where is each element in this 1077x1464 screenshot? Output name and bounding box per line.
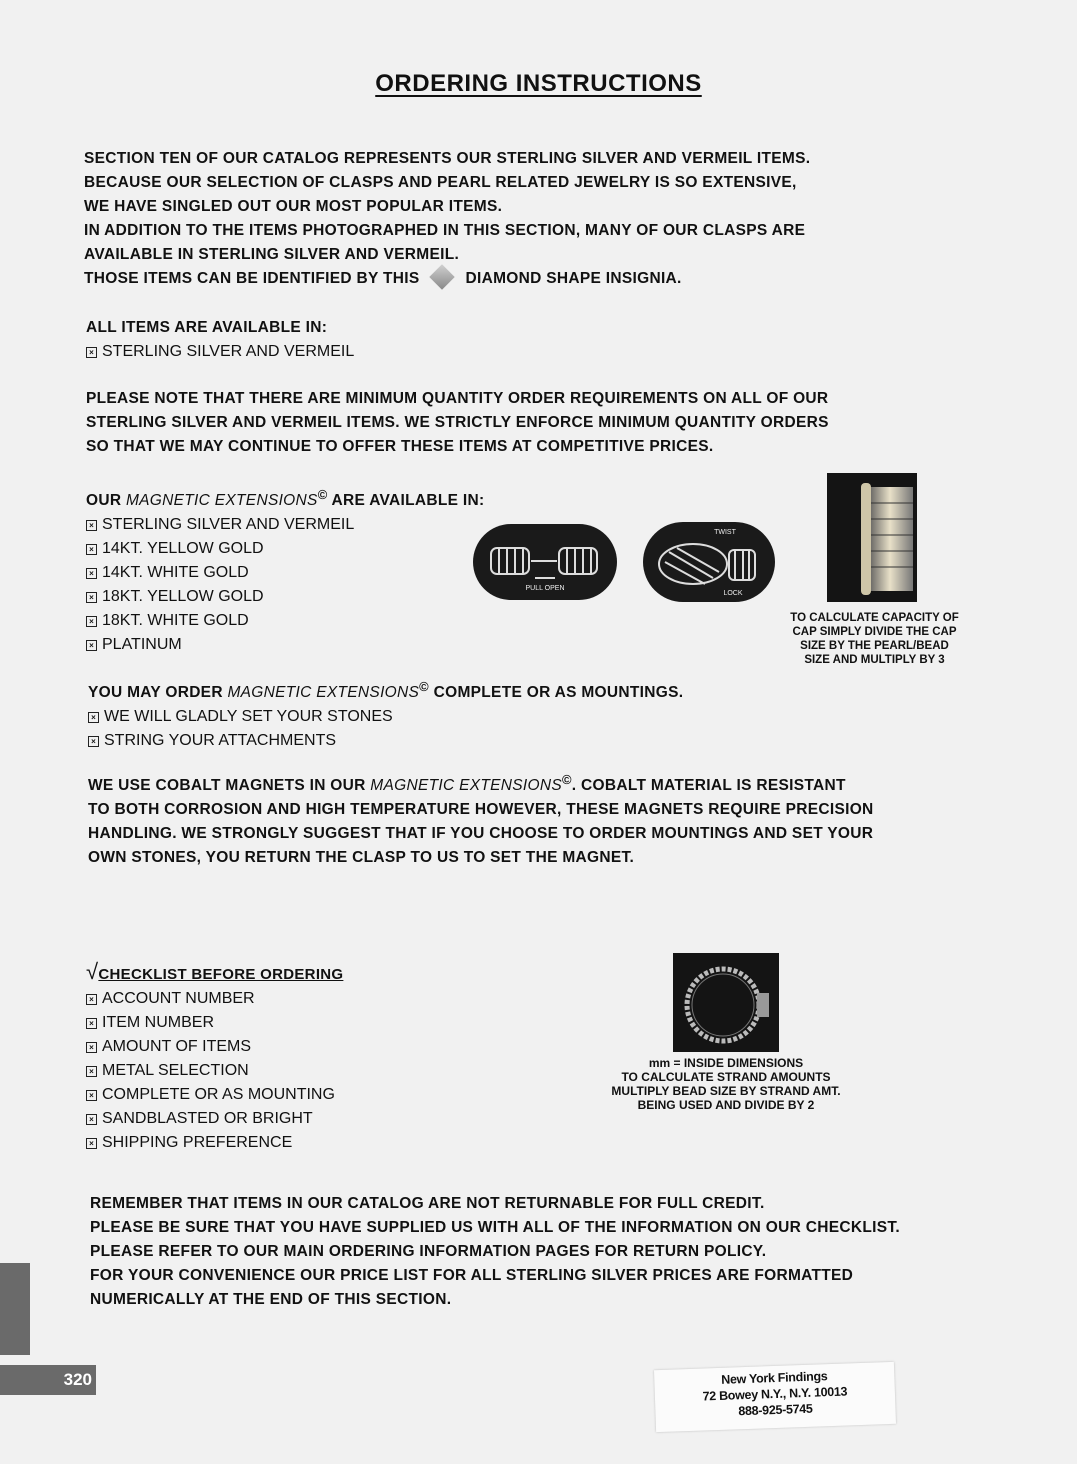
checklist-item: × METAL SELECTION (86, 1059, 343, 1083)
diamond-insignia-icon (430, 264, 455, 289)
cobalt-paragraph: WE USE COBALT MAGNETS IN OUR MAGNETIC EXTENSIONS©. COBALT MATERIAL IS RESISTANT TO BOTH CORROSION AND HIGH TEMPERATURE HOWEVER, THESE MAGNETS REQUIRE PRECISION HANDLING. WE STRONGLY SUGGEST THAT IF YOU CHOOSE TO ORDER MOUNTINGS AND SET YOUR OWN STONES, YOU RETURN THE CLASP TO US TO SET THE MAGNET. (88, 772, 874, 867)
checkbox-icon: × (86, 1114, 97, 1125)
checkbox-icon: × (88, 736, 99, 747)
checklist-item: × ITEM NUMBER (86, 1011, 343, 1035)
page-title: ORDERING INSTRUCTIONS (375, 70, 702, 97)
magnetic-item: × STERLING SILVER AND VERMEIL (86, 513, 484, 537)
pull-open-label: PULL OPEN (525, 585, 565, 592)
available-section (86, 316, 354, 364)
checkbox-icon: × (86, 347, 97, 358)
checkbox-icon: × (86, 640, 97, 651)
magnetic-item: × PLATINUM (86, 633, 484, 657)
checkbox-icon: × (86, 1138, 97, 1149)
pull-open-clasp-image (473, 524, 617, 600)
order-section: YOU MAY ORDER MAGNETIC EXTENSIONS© COMPLETE OR AS MOUNTINGS. × WE WILL GLADLY SET YOUR STONES × STRING YOUR ATTACHMENTS (88, 675, 683, 753)
checklist-item: × SHIPPING PREFERENCE (86, 1131, 343, 1155)
minimum-paragraph: PLEASE NOTE THAT THERE ARE MINIMUM QUANTITY ORDER REQUIREMENTS ON ALL OF OUR STERLING SILVER AND VERMEIL ITEMS. WE STRICTLY ENFORCE MINIMUM QUANTITY ORDERS SO THAT WE MAY CONTINUE TO OFFER THESE ITEMS AT COMPETITIVE PRICES. (86, 390, 829, 455)
checkbox-icon: × (86, 1090, 97, 1101)
ring-caption: mm = INSIDE DIMENSIONS TO CALCULATE STRAND AMOUNTS MULTIPLY BEAD SIZE BY STRAND AMT. BEING USED AND DIVIDE BY 2 (611, 1056, 841, 1112)
checkbox-icon: × (86, 1042, 97, 1053)
checkbox-icon: × (86, 616, 97, 627)
checkbox-icon: × (86, 1066, 97, 1077)
order-item: × WE WILL GLADLY SET YOUR STONES (88, 705, 683, 729)
available-heading: ALL ITEMS ARE AVAILABLE IN: (86, 319, 328, 336)
remember-paragraph: REMEMBER THAT ITEMS IN OUR CATALOG ARE NOT RETURNABLE FOR FULL CREDIT. PLEASE BE SURE THAT YOU HAVE SUPPLIED US WITH ALL OF THE INFORMATION ON OUR CHECKLIST. PLEASE REFER TO OUR MAIN ORDERING INFORMATION PAGES FOR RETURN POLICY. FOR YOUR CONVENIENCE OUR PRICE LIST FOR ALL STERLING SILVER PRICES ARE FORMATTED NUMERICALLY AT THE END OF THIS SECTION. (90, 1195, 901, 1308)
checkbox-icon: × (86, 520, 97, 531)
checklist-item: × AMOUNT OF ITEMS (86, 1035, 343, 1059)
checkbox-icon: × (88, 712, 99, 723)
checklist-item: × SANDBLASTED OR BRIGHT (86, 1107, 343, 1131)
available-item: × STERLING SILVER AND VERMEIL (86, 340, 354, 364)
checklist-heading: CHECKLIST BEFORE ORDERING (98, 966, 344, 983)
address-stamp: New York Findings 72 Bowey N.Y., N.Y. 10013 888-925-5745 (654, 1362, 896, 1432)
checkbox-icon: × (86, 994, 97, 1005)
checkbox-icon: × (86, 1018, 97, 1029)
lock-label: LOCK (723, 590, 743, 597)
magnetic-item: × 18KT. YELLOW GOLD (86, 585, 484, 609)
intro-paragraph: SECTION TEN OF OUR CATALOG REPRESENTS OUR STERLING SILVER AND VERMEIL ITEMS. BECAUSE OUR SELECTION OF CLASPS AND PEARL RELATED JEWELRY IS SO EXTENSIVE, WE HAVE SINGLED OUT OUR MOST POPULAR ITEMS. IN ADDITION TO THE ITEMS PHOTOGRAPHED IN THIS SECTION, MANY OF OUR CLASPS ARE AVAILABLE IN STERLING SILVER AND VERMEIL. THOSE ITEMS CAN BE IDENTIFIED BY THIS DIAMOND SHAPE INSIGNIA. (84, 147, 810, 291)
checkbox-icon: × (86, 592, 97, 603)
cap-photo (827, 473, 917, 602)
checkmark-icon: √ (86, 959, 99, 984)
twist-label: TWIST (714, 529, 736, 536)
magnetic-item: × 14KT. WHITE GOLD (86, 561, 484, 585)
checklist-item: × ACCOUNT NUMBER (86, 987, 343, 1011)
checkbox-icon: × (86, 544, 97, 555)
checkbox-icon: × (86, 568, 97, 579)
page-number: 320 (0, 1365, 96, 1395)
checklist-item: × COMPLETE OR AS MOUNTING (86, 1083, 343, 1107)
magnetic-item: × 18KT. WHITE GOLD (86, 609, 484, 633)
ring-photo (673, 953, 779, 1052)
page-edge-tab (0, 1263, 30, 1355)
magnetic-item: × 14KT. YELLOW GOLD (86, 537, 484, 561)
twist-lock-clasp-image (643, 522, 775, 602)
checklist-section (86, 960, 343, 1155)
magnetic-section: OUR MAGNETIC EXTENSIONS© ARE AVAILABLE IN: × STERLING SILVER AND VERMEIL × 14KT. YELLOW GOLD × 14KT. WHITE GOLD × 18KT. YELLOW GOLD × 18KT. WHITE GOLD × PLATINUM (86, 483, 484, 657)
cap-caption: TO CALCULATE CAPACITY OF CAP SIMPLY DIVIDE THE CAP SIZE BY THE PEARL/BEAD SIZE AND MULTIPLY BY 3 (790, 612, 959, 666)
order-item: × STRING YOUR ATTACHMENTS (88, 729, 683, 753)
